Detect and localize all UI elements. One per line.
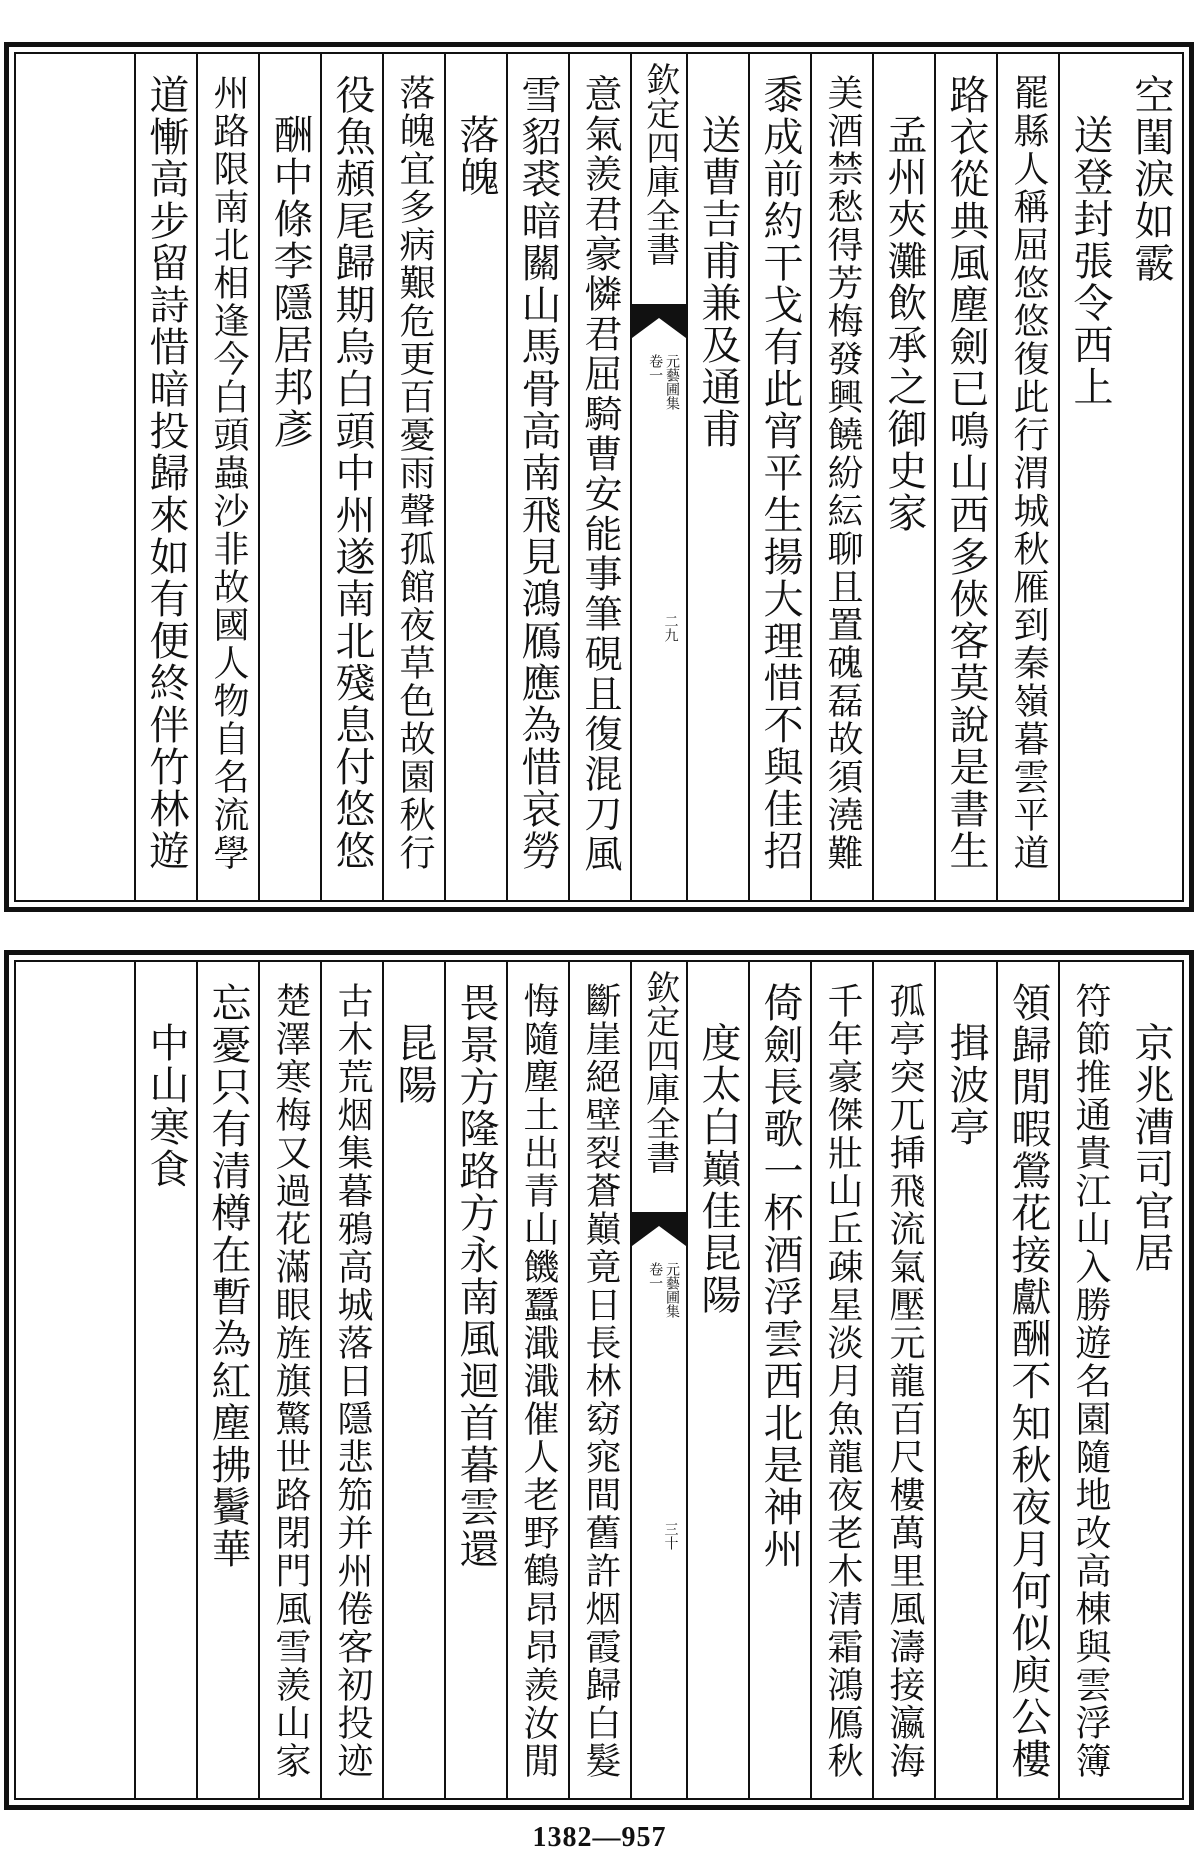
verse-line: 孤亭突兀挿飛流氣壓元龍百尺樓萬里風濤接瀛海 bbox=[884, 982, 925, 1780]
verse-line: 黍成前約干戈有此宵平生揚大理惜不與佳招 bbox=[757, 74, 803, 872]
verse-line: 悔隨塵土出青山饑蠶濈濈催人老野鶴昂昂羨汝閒 bbox=[518, 982, 559, 1780]
poem-title: 京兆漕司官居 bbox=[1128, 1022, 1174, 1274]
verse-line: 楚澤寒梅又過花滿眼旌旗驚世路閉門風雪羨山家 bbox=[270, 982, 311, 1780]
text-column bbox=[568, 962, 630, 1798]
verse-line: 罷縣人稱屈悠悠復此行渭城秋雁到秦嶺暮雲平道 bbox=[1008, 74, 1049, 872]
poem-title: 落魄 bbox=[453, 114, 499, 198]
verse-line: 空閨淚如霰 bbox=[1128, 74, 1174, 284]
poem-title: 孟州夾灘飲承之御史家 bbox=[881, 114, 927, 534]
center-fold bbox=[630, 54, 686, 900]
text-column bbox=[872, 54, 934, 900]
text-column bbox=[934, 54, 996, 900]
text-column bbox=[1058, 962, 1120, 1798]
verse-line: 美酒禁愁得芳梅發興饒紛紜聊且置磈磊故須澆難 bbox=[822, 74, 863, 872]
text-column bbox=[444, 962, 506, 1798]
verse-line: 倚劍長歌一杯酒浮雲西北是神州 bbox=[757, 982, 803, 1570]
verse-line: 雪貂裘暗關山馬骨高南飛見鴻鴈應為惜哀勞 bbox=[515, 74, 561, 872]
upper-page-frame bbox=[14, 52, 1184, 902]
text-column bbox=[996, 962, 1058, 1798]
poem-title: 度太白巔佳昆陽 bbox=[695, 1022, 741, 1316]
fishtail-mark bbox=[632, 1212, 686, 1246]
text-column bbox=[568, 54, 630, 900]
verse-line: 千年豪傑壯山丘疎星淡月魚龍夜老木清霜鴻鴈秋 bbox=[822, 982, 863, 1780]
folio-number: 三十 bbox=[662, 1522, 679, 1550]
verse-line: 道慚高步留詩惜暗投歸來如有便終伴竹林遊 bbox=[143, 74, 189, 872]
poem-title: 昆陽 bbox=[391, 1022, 437, 1106]
upper-page bbox=[4, 42, 1194, 912]
juan-number: 卷一 bbox=[647, 1262, 664, 1290]
text-column bbox=[196, 54, 258, 900]
fishtail-mark bbox=[632, 304, 686, 338]
text-column bbox=[810, 54, 872, 900]
verse-line: 州路限南北相逢今白頭蟲沙非故國人物自名流學 bbox=[208, 74, 249, 872]
book-name: 元藝圃集 bbox=[664, 354, 681, 410]
text-column bbox=[506, 962, 568, 1798]
text-column bbox=[134, 962, 196, 1798]
text-column bbox=[444, 54, 506, 900]
text-column bbox=[506, 54, 568, 900]
poem-title: 酬中條李隱居邦彥 bbox=[267, 114, 313, 450]
text-column bbox=[382, 962, 444, 1798]
text-column bbox=[320, 54, 382, 900]
book-title: 欽定四庫全書 bbox=[639, 970, 680, 1174]
text-column bbox=[872, 962, 934, 1798]
text-column bbox=[258, 962, 320, 1798]
verse-line: 役魚頳尾歸期烏白頭中州遂南北殘息付悠悠 bbox=[329, 74, 375, 872]
verse-line: 路衣從典風塵劍已鳴山西多俠客莫說是書生 bbox=[943, 74, 989, 872]
verse-line: 領歸閒暇鶯花接獻酬不知秋夜月何似庾公樓 bbox=[1005, 982, 1051, 1780]
text-column bbox=[686, 962, 748, 1798]
page-number: 1382—957 bbox=[532, 1822, 667, 1853]
verse-line: 畏景方隆路方永南風迴首暮雲還 bbox=[453, 982, 499, 1570]
verse-line: 意氣羨君豪憐君屈騎曹安能事筆硯且復混刀風 bbox=[578, 74, 622, 874]
text-column bbox=[748, 54, 810, 900]
text-column bbox=[196, 962, 258, 1798]
text-column bbox=[382, 54, 444, 900]
lower-page bbox=[4, 950, 1194, 1810]
text-column bbox=[996, 54, 1058, 900]
text-column bbox=[748, 962, 810, 1798]
text-column bbox=[320, 962, 382, 1798]
text-column bbox=[810, 962, 872, 1798]
text-column bbox=[934, 962, 996, 1798]
verse-line: 斷崖絕壁裂蒼巔竟日長林窈窕間舊許烟霞歸白髮 bbox=[580, 982, 621, 1780]
lower-page-frame bbox=[14, 960, 1184, 1800]
poem-title: 送登封張令西上 bbox=[1067, 114, 1113, 408]
book-name: 元藝圃集 bbox=[664, 1262, 681, 1318]
book-title: 欽定四庫全書 bbox=[639, 62, 680, 266]
text-column bbox=[134, 54, 196, 900]
text-column bbox=[1120, 962, 1182, 1798]
center-fold bbox=[630, 962, 686, 1798]
text-column bbox=[1120, 54, 1182, 900]
text-column bbox=[1058, 54, 1120, 900]
poem-title: 送曹吉甫兼及通甫 bbox=[695, 114, 741, 450]
verse-line: 忘憂只有清樽在暫為紅塵拂鬢華 bbox=[205, 982, 251, 1570]
poem-title: 中山寒食 bbox=[143, 1022, 189, 1190]
poem-title: 揖波亭 bbox=[943, 1022, 989, 1148]
juan-number: 卷一 bbox=[647, 354, 664, 382]
verse-line: 古木荒烟集暮鴉高城落日隱悲笳并州倦客初投迹 bbox=[332, 982, 373, 1780]
verse-line: 落魄宜多病艱危更百憂雨聲孤館夜草色故園秋行 bbox=[394, 74, 435, 872]
verse-line: 符節推通貴江山入勝遊名園隨地改高棟與雲浮簿 bbox=[1070, 982, 1111, 1780]
text-column bbox=[686, 54, 748, 900]
folio-number: 二九 bbox=[662, 614, 679, 642]
text-column bbox=[258, 54, 320, 900]
